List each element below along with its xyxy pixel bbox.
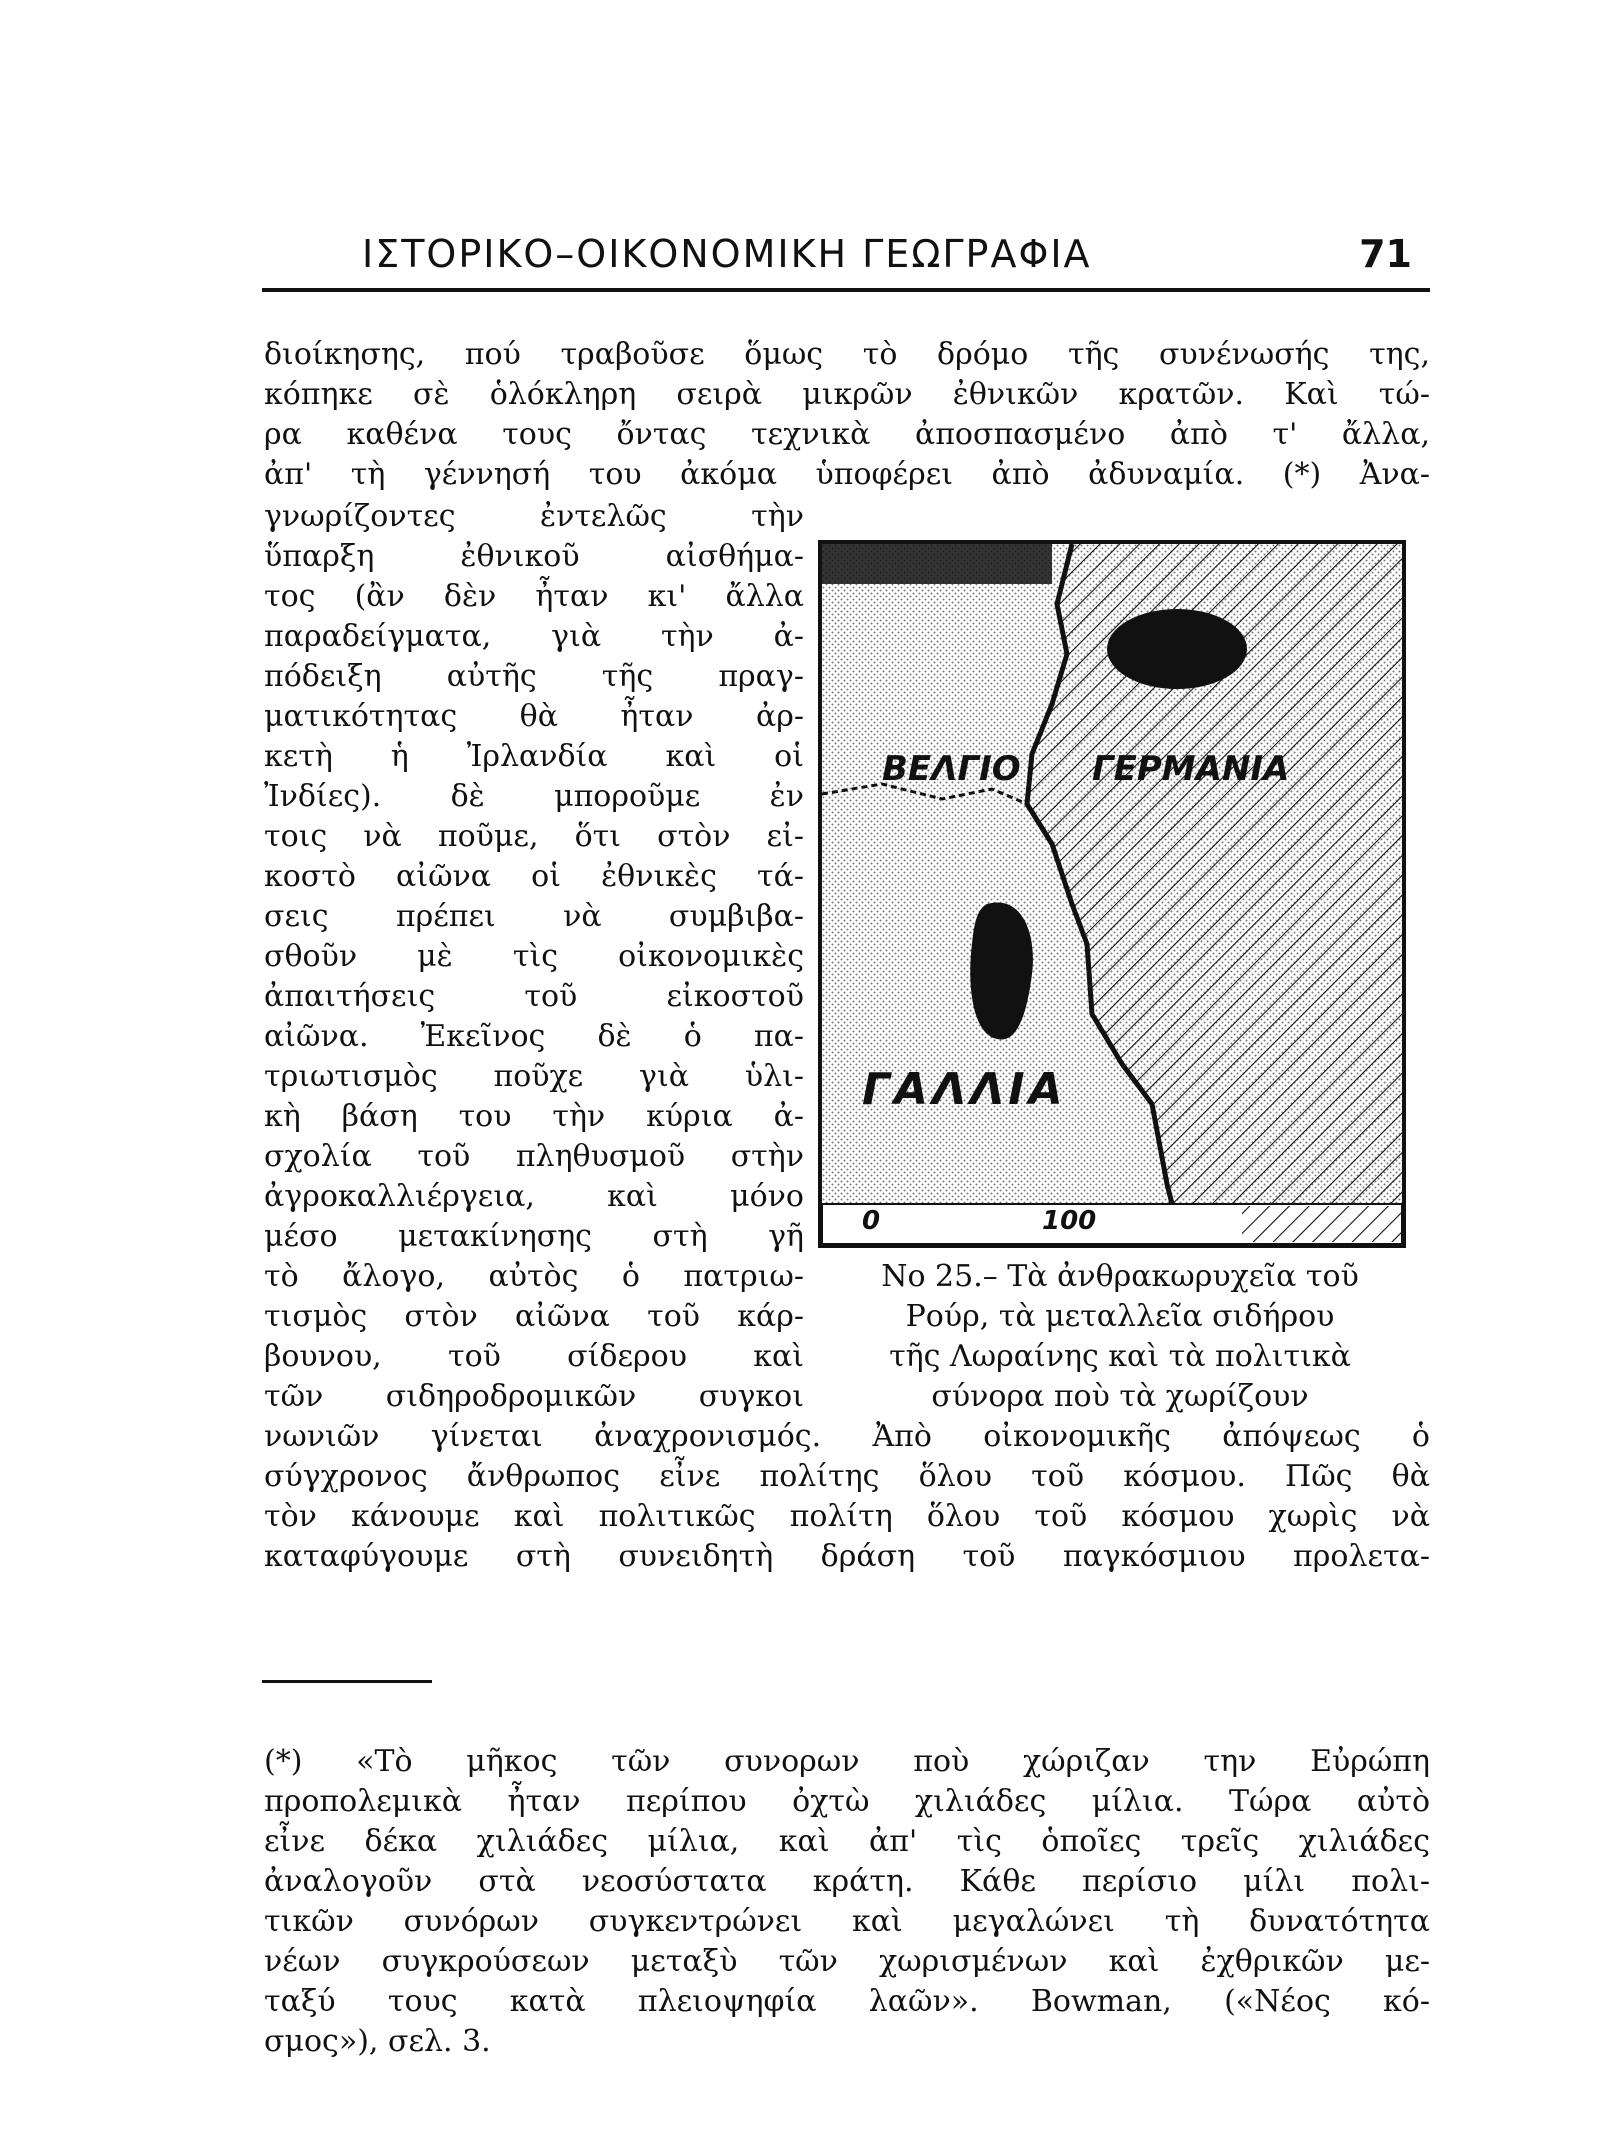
page-number: 71 xyxy=(1359,232,1412,276)
running-head: ΙΣΤΟΡΙΚΟ–ΟΙΚΟΝΟΜΙΚΗ ΓΕΩΓΡΑΦΙΑ xyxy=(362,232,1092,276)
column-line: τῶν σιδηροδρομικῶν συγκοι xyxy=(264,1379,804,1414)
column-line: κοστὸ αἰῶνα οἱ ἐθνικὲς τά- xyxy=(264,859,804,894)
map-drawing xyxy=(822,544,1402,1244)
column-line: τριωτισμὸς ποῦχε γιὰ ὑλι- xyxy=(264,1059,804,1094)
column-line: γνωρίζοντες ἐντελῶς τὴν xyxy=(264,499,804,534)
column-line: ματικότητας θὰ ἦταν ἀρ- xyxy=(264,699,804,734)
column-line: σεις πρέπει νὰ συμβιβα- xyxy=(264,899,804,934)
footnote-line: προπολεμικὰ ἦταν περίπου ὀχτὼ χιλιάδες μίλια. Τώρα αὐτὸ xyxy=(264,1784,1430,1819)
footnote-line: ἀναλογοῦν στὰ νεοσύστατα κράτη. Κάθε περίσιο μίλι πολι- xyxy=(264,1864,1430,1899)
column-line: παραδείγματα, γιὰ τὴν ἀ- xyxy=(264,619,804,654)
column-line: τος (ἂν δὲν ἦταν κι' ἄλλα xyxy=(264,579,804,614)
footnote-line: τικῶν συνόρων συγκεντρώνει καὶ μεγαλώνει τὴ δυνατότητα xyxy=(264,1904,1430,1939)
column-line: τοις νὰ ποῦμε, ὅτι στὸν εἰ- xyxy=(264,819,804,854)
map-label-gallia: ΓΑΛΛΙΑ xyxy=(862,1064,1067,1115)
column-line: αἰῶνα. Ἐκεῖνος δὲ ὁ πα- xyxy=(264,1019,804,1054)
footnote-line: (*) «Τὸ μῆκος τῶν συνορων ποὺ χώριζαν την Εὐρώπη xyxy=(264,1744,1430,1779)
body-line: ἀπ' τὴ γέννησή του ἀκόμα ὑποφέρει ἀπὸ ἀδυναμία. (*) Ἀνα- xyxy=(264,457,1430,492)
footnote-line: σμος»), σελ. 3. xyxy=(264,2024,491,2059)
column-line: μέσο μετακίνησης στὴ γῆ xyxy=(264,1219,804,1254)
column-line: βουνου, τοῦ σίδερου καὶ xyxy=(264,1339,804,1374)
column-line: Ἰνδίες). δὲ μποροῦμε ἐν xyxy=(264,779,804,814)
map-legend-hatch xyxy=(1242,1206,1402,1242)
map-label-germania: ΓΕΡΜΑΝΙΑ xyxy=(1092,749,1290,789)
header-rule xyxy=(262,288,1430,292)
map-scale-hundred: 100 xyxy=(1042,1206,1097,1236)
figure-caption-line: σύνορα ποὺ τὰ χωρίζουν xyxy=(931,1379,1309,1414)
body-line: νωνιῶν γίνεται ἀναχρονισμός. Ἀπὸ οἰκονομικῆς ἀπόψεως ὁ xyxy=(264,1419,1430,1454)
footnote-line: εἶνε δέκα χιλιάδες μίλια, καὶ ἀπ' τὶς ὁποῖες τρεῖς χιλιάδες xyxy=(264,1824,1430,1859)
body-line: σύγχρονος ἄνθρωπος εἶνε πολίτης ὅλου τοῦ κόσμου. Πῶς θὰ xyxy=(264,1459,1430,1494)
column-line: κὴ βάση του τὴν κύρια ἀ- xyxy=(264,1099,804,1134)
body-line: κόπηκε σὲ ὁλόκληρη σειρὰ μικρῶν ἐθνικῶν κρατῶν. Καὶ τώ- xyxy=(264,377,1430,412)
column-line: ἀπαιτήσεις τοῦ εἰκοστοῦ xyxy=(264,979,804,1014)
column-line: τὸ ἄλογο, αὐτὸς ὁ πατριω- xyxy=(264,1259,804,1294)
figure-caption-line: Νο 25.– Τὰ ἀνθρακωρυχεῖα τοῦ xyxy=(881,1259,1359,1294)
column-line: τισμὸς στὸν αἰῶνα τοῦ κάρ- xyxy=(264,1299,804,1334)
body-line: τὸν κάνουμε καὶ πολιτικῶς πολίτη ὅλου τοῦ κόσμου χωρὶς νὰ xyxy=(264,1499,1430,1534)
figure-caption-line: Ρούρ, τὰ μεταλλεῖα σιδήρου xyxy=(905,1299,1335,1334)
map-label-belgio: ΒΕΛΓΙΟ xyxy=(882,749,1021,789)
column-line: κετὴ ἡ Ἰρλανδία καὶ οἱ xyxy=(264,739,804,774)
footnote-rule xyxy=(262,1680,432,1683)
footnote-line: νέων συγκρούσεων μεταξὺ τῶν χωρισμένων καὶ ἐχθρικῶν με- xyxy=(264,1944,1430,1979)
map-scale-zero: 0 xyxy=(862,1206,881,1236)
column-line: σχολία τοῦ πληθυσμοῦ στὴν xyxy=(264,1139,804,1174)
map-figure xyxy=(818,540,1406,1248)
column-line: σθοῦν μὲ τὶς οἰκονομικὲς xyxy=(264,939,804,974)
figure-caption-line: τῆς Λωραίνης καὶ τὰ πολιτικὰ xyxy=(889,1339,1351,1374)
body-line: καταφύγουμε στὴ συνειδητὴ δράση τοῦ παγκόσμιου προλετα- xyxy=(264,1539,1430,1574)
page-header xyxy=(262,228,1430,292)
map-sea-strip xyxy=(822,544,1052,584)
footnote-line: ταξύ τους κατὰ πλειοψηφία λαῶν». Bowman, («Νέος κό- xyxy=(264,1984,1430,2019)
column-line: ὕπαρξη ἐθνικοῦ αἰσθήμα- xyxy=(264,539,804,574)
map-ruhr-coalfield xyxy=(1107,609,1247,689)
body-line: διοίκησης, πού τραβοῦσε ὅμως τὸ δρόμο τῆς συνένωσής της, xyxy=(264,337,1430,372)
column-line: πόδειξη αὐτῆς τῆς πραγ- xyxy=(264,659,804,694)
body-line: ρα καθένα τους ὄντας τεχνικὰ ἀποσπασμένο ἀπὸ τ' ἄλλα, xyxy=(264,417,1430,452)
column-line: ἀγροκαλλιέργεια, καὶ μόνο xyxy=(264,1179,804,1214)
